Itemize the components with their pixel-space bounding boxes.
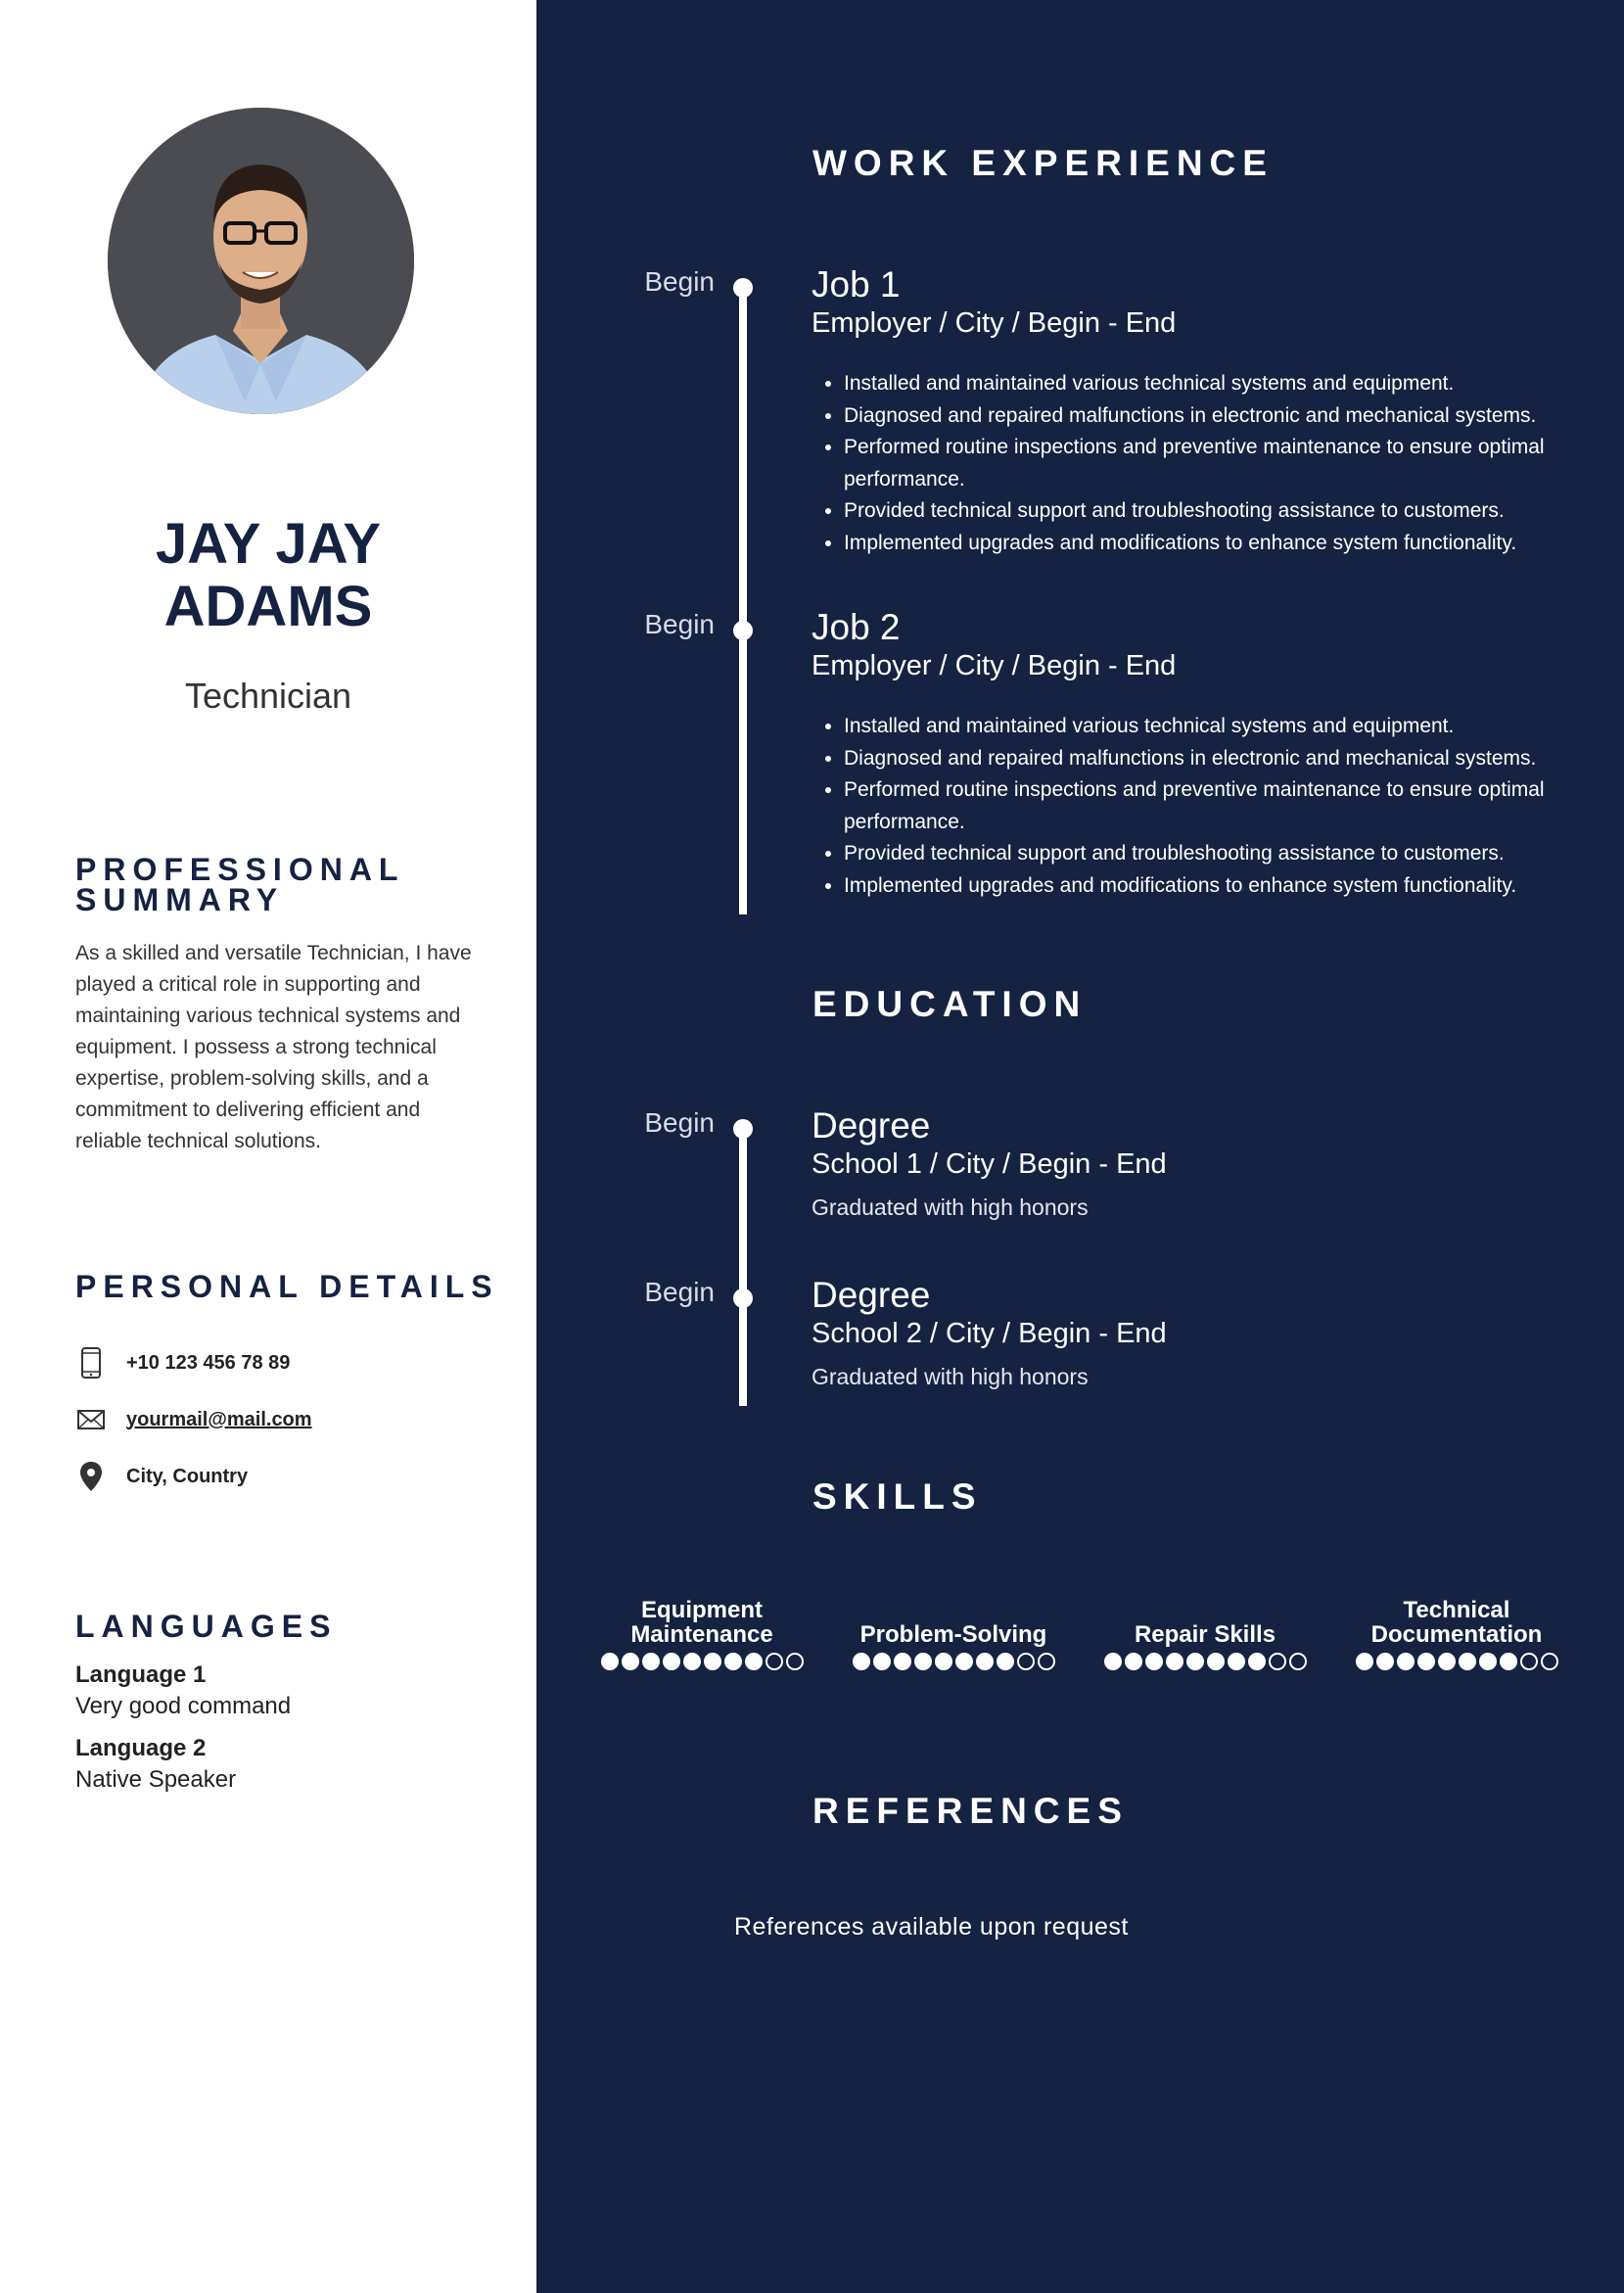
skill-dot-filled [1145, 1653, 1163, 1670]
skill-dot-filled [1479, 1653, 1497, 1670]
job-2-subtitle: Employer / City / Begin - End [812, 650, 1177, 681]
skill-dot-filled [976, 1653, 994, 1670]
skill-dot-filled [1166, 1653, 1183, 1670]
skill-dot-filled [1248, 1653, 1266, 1670]
skill-label [1349, 1596, 1564, 1647]
skill-item [1349, 1596, 1564, 1670]
language-1-name: Language 1 [75, 1661, 207, 1688]
skill-dot-filled [1207, 1653, 1225, 1670]
job-1-timeline-dot [733, 278, 753, 298]
skill-item [594, 1596, 810, 1670]
job-1-bullet: • Installed and maintained various technical systems and equipment. [844, 368, 1588, 400]
job-2-bullet: • Performed routine inspections and preventive maintenance to ensure optimal performance. [844, 774, 1588, 838]
summary-text: As a skilled and versatile Technician, I have played a critical role in supporting and maintaining various technical systems and equipment. I possess a strong technical expertise, problem-solving skills, and a commitment to delivering efficient and reliable technical solutions. [75, 942, 472, 1152]
phone-number: +10 123 456 78 89 [126, 1351, 291, 1374]
location-text: City, Country [126, 1465, 249, 1487]
job-1-title: Job 1 [812, 264, 901, 304]
job-1-bullet: • Diagnosed and repaired malfunctions in electronic and mechanical systems. [844, 400, 1588, 433]
job-1-bullets [844, 368, 1588, 559]
education-2-timeline-dot [733, 1288, 753, 1308]
education-1-note: Graduated with high honors [812, 1194, 1089, 1220]
skill-dot-filled [1397, 1653, 1415, 1670]
summary-heading-line2: SUMMARY [75, 882, 285, 917]
education-1-degree: Degree [812, 1105, 931, 1146]
references-text: References available upon request [734, 1913, 1129, 1941]
job-2-bullet: • Diagnosed and repaired malfunctions in electronic and mechanical systems. [844, 743, 1588, 775]
job-1-begin: Begin [644, 266, 715, 297]
skill-dot-filled [704, 1653, 721, 1670]
skill-dot-filled [683, 1653, 701, 1670]
education-2-degree: Degree [812, 1275, 931, 1315]
skill-dot-filled [1186, 1653, 1204, 1670]
left-sidebar [0, 0, 536, 2293]
job-2-title: Job 2 [812, 607, 901, 647]
skill-dot-filled [1376, 1653, 1394, 1670]
skill-dot-empty [766, 1653, 783, 1670]
job-2-timeline-dot [733, 621, 753, 640]
education-1-timeline-dot [733, 1119, 753, 1139]
skill-dot-empty [1541, 1653, 1558, 1670]
skill-dot-filled [955, 1653, 973, 1670]
skill-rating [846, 1653, 1061, 1670]
email-row [75, 1402, 312, 1437]
skill-dot-filled [1104, 1653, 1122, 1670]
phone-row [75, 1345, 290, 1380]
skill-dot-filled [745, 1653, 763, 1670]
job-2-bullet: • Installed and maintained various technical systems and equipment. [844, 711, 1588, 743]
main-content [536, 0, 1624, 2293]
skill-dot-filled [1228, 1653, 1245, 1670]
summary-heading [75, 852, 405, 917]
education-heading: EDUCATION [812, 984, 1088, 1024]
education-2-begin: Begin [644, 1277, 715, 1307]
skills-heading: SKILLS [812, 1476, 983, 1517]
skill-dot-filled [935, 1653, 952, 1670]
skill-dot-empty [1520, 1653, 1538, 1670]
skill-label [594, 1596, 810, 1647]
education-timeline-line [739, 1126, 747, 1406]
skill-dot-empty [786, 1653, 804, 1670]
skill-rating [1097, 1653, 1313, 1670]
skill-label-line2: Documentation [1370, 1621, 1543, 1648]
language-2-name: Language 2 [75, 1735, 207, 1761]
location-row [75, 1459, 248, 1494]
languages-heading: LANGUAGES [75, 1609, 338, 1644]
skill-label-line1: Technical [1403, 1597, 1510, 1623]
work-timeline-line [739, 288, 747, 914]
skill-dot-empty [1017, 1653, 1035, 1670]
skill-dot-filled [894, 1653, 911, 1670]
skill-dot-filled [914, 1653, 932, 1670]
phone-icon [75, 1346, 107, 1380]
mail-icon [75, 1403, 107, 1436]
skill-label-line2: Maintenance [630, 1621, 773, 1648]
personal-details-heading: PERSONAL DETAILS [75, 1269, 499, 1304]
education-1-begin: Begin [644, 1107, 715, 1138]
skill-dot-filled [1459, 1653, 1476, 1670]
skill-dot-filled [997, 1653, 1014, 1670]
skill-dot-filled [601, 1653, 619, 1670]
education-1-school: School 1 / City / Begin - End [812, 1148, 1167, 1180]
skill-rating [1349, 1653, 1564, 1670]
work-experience-heading: WORK EXPERIENCE [812, 143, 1274, 183]
skill-dot-empty [1289, 1653, 1307, 1670]
skill-rating [594, 1653, 810, 1670]
job-1-bullet: • Performed routine inspections and preventive maintenance to ensure optimal performance. [844, 432, 1588, 495]
skill-dot-filled [1417, 1653, 1435, 1670]
skill-item [846, 1596, 1061, 1670]
skill-dot-filled [853, 1653, 870, 1670]
skill-dot-filled [1125, 1653, 1142, 1670]
skill-dot-empty [1038, 1653, 1055, 1670]
skill-label-line1: Repair Skills [1134, 1621, 1276, 1648]
skill-dot-filled [1500, 1653, 1517, 1670]
job-2-bullets [844, 711, 1588, 902]
skill-dot-filled [663, 1653, 680, 1670]
skill-label-line1: Problem-Solving [859, 1621, 1047, 1648]
language-1-level: Very good command [75, 1693, 292, 1719]
skill-item [1097, 1596, 1313, 1670]
skill-label-line1: Equipment [641, 1597, 763, 1623]
skill-dot-filled [622, 1653, 639, 1670]
summary-heading-line1: PROFESSIONAL [75, 852, 405, 887]
job-2-begin: Begin [644, 609, 715, 639]
skill-dot-filled [724, 1653, 742, 1670]
job-1-bullet: • Implemented upgrades and modifications to enhance system functionality. [844, 528, 1588, 560]
person-portrait-icon [108, 108, 414, 414]
job-1-bullet: • Provided technical support and troubleshooting assistance to customers. [844, 495, 1588, 528]
skill-dot-empty [1269, 1653, 1286, 1670]
candidate-name [0, 513, 536, 638]
candidate-name-line1: JAY JAY [155, 512, 382, 576]
skill-label [1097, 1596, 1313, 1647]
profile-photo [108, 108, 414, 414]
job-1-subtitle: Employer / City / Begin - End [812, 307, 1177, 339]
location-pin-icon [75, 1460, 107, 1493]
education-2-school: School 2 / City / Begin - End [812, 1318, 1167, 1349]
education-2-note: Graduated with high honors [812, 1364, 1089, 1389]
skill-dot-filled [642, 1653, 660, 1670]
email-link[interactable]: yourmail@mail.com [126, 1408, 312, 1430]
skill-dot-filled [1438, 1653, 1456, 1670]
candidate-role: Technician [184, 676, 352, 716]
skill-dot-filled [873, 1653, 891, 1670]
skill-dot-filled [1356, 1653, 1373, 1670]
candidate-name-line2: ADAMS [163, 575, 373, 638]
job-2-bullet: • Implemented upgrades and modifications to enhance system functionality. [844, 870, 1588, 903]
references-heading: REFERENCES [812, 1791, 1129, 1831]
skill-label [846, 1596, 1061, 1647]
job-2-bullet: • Provided technical support and troubleshooting assistance to customers. [844, 838, 1588, 870]
language-2-level: Native Speaker [75, 1766, 237, 1793]
